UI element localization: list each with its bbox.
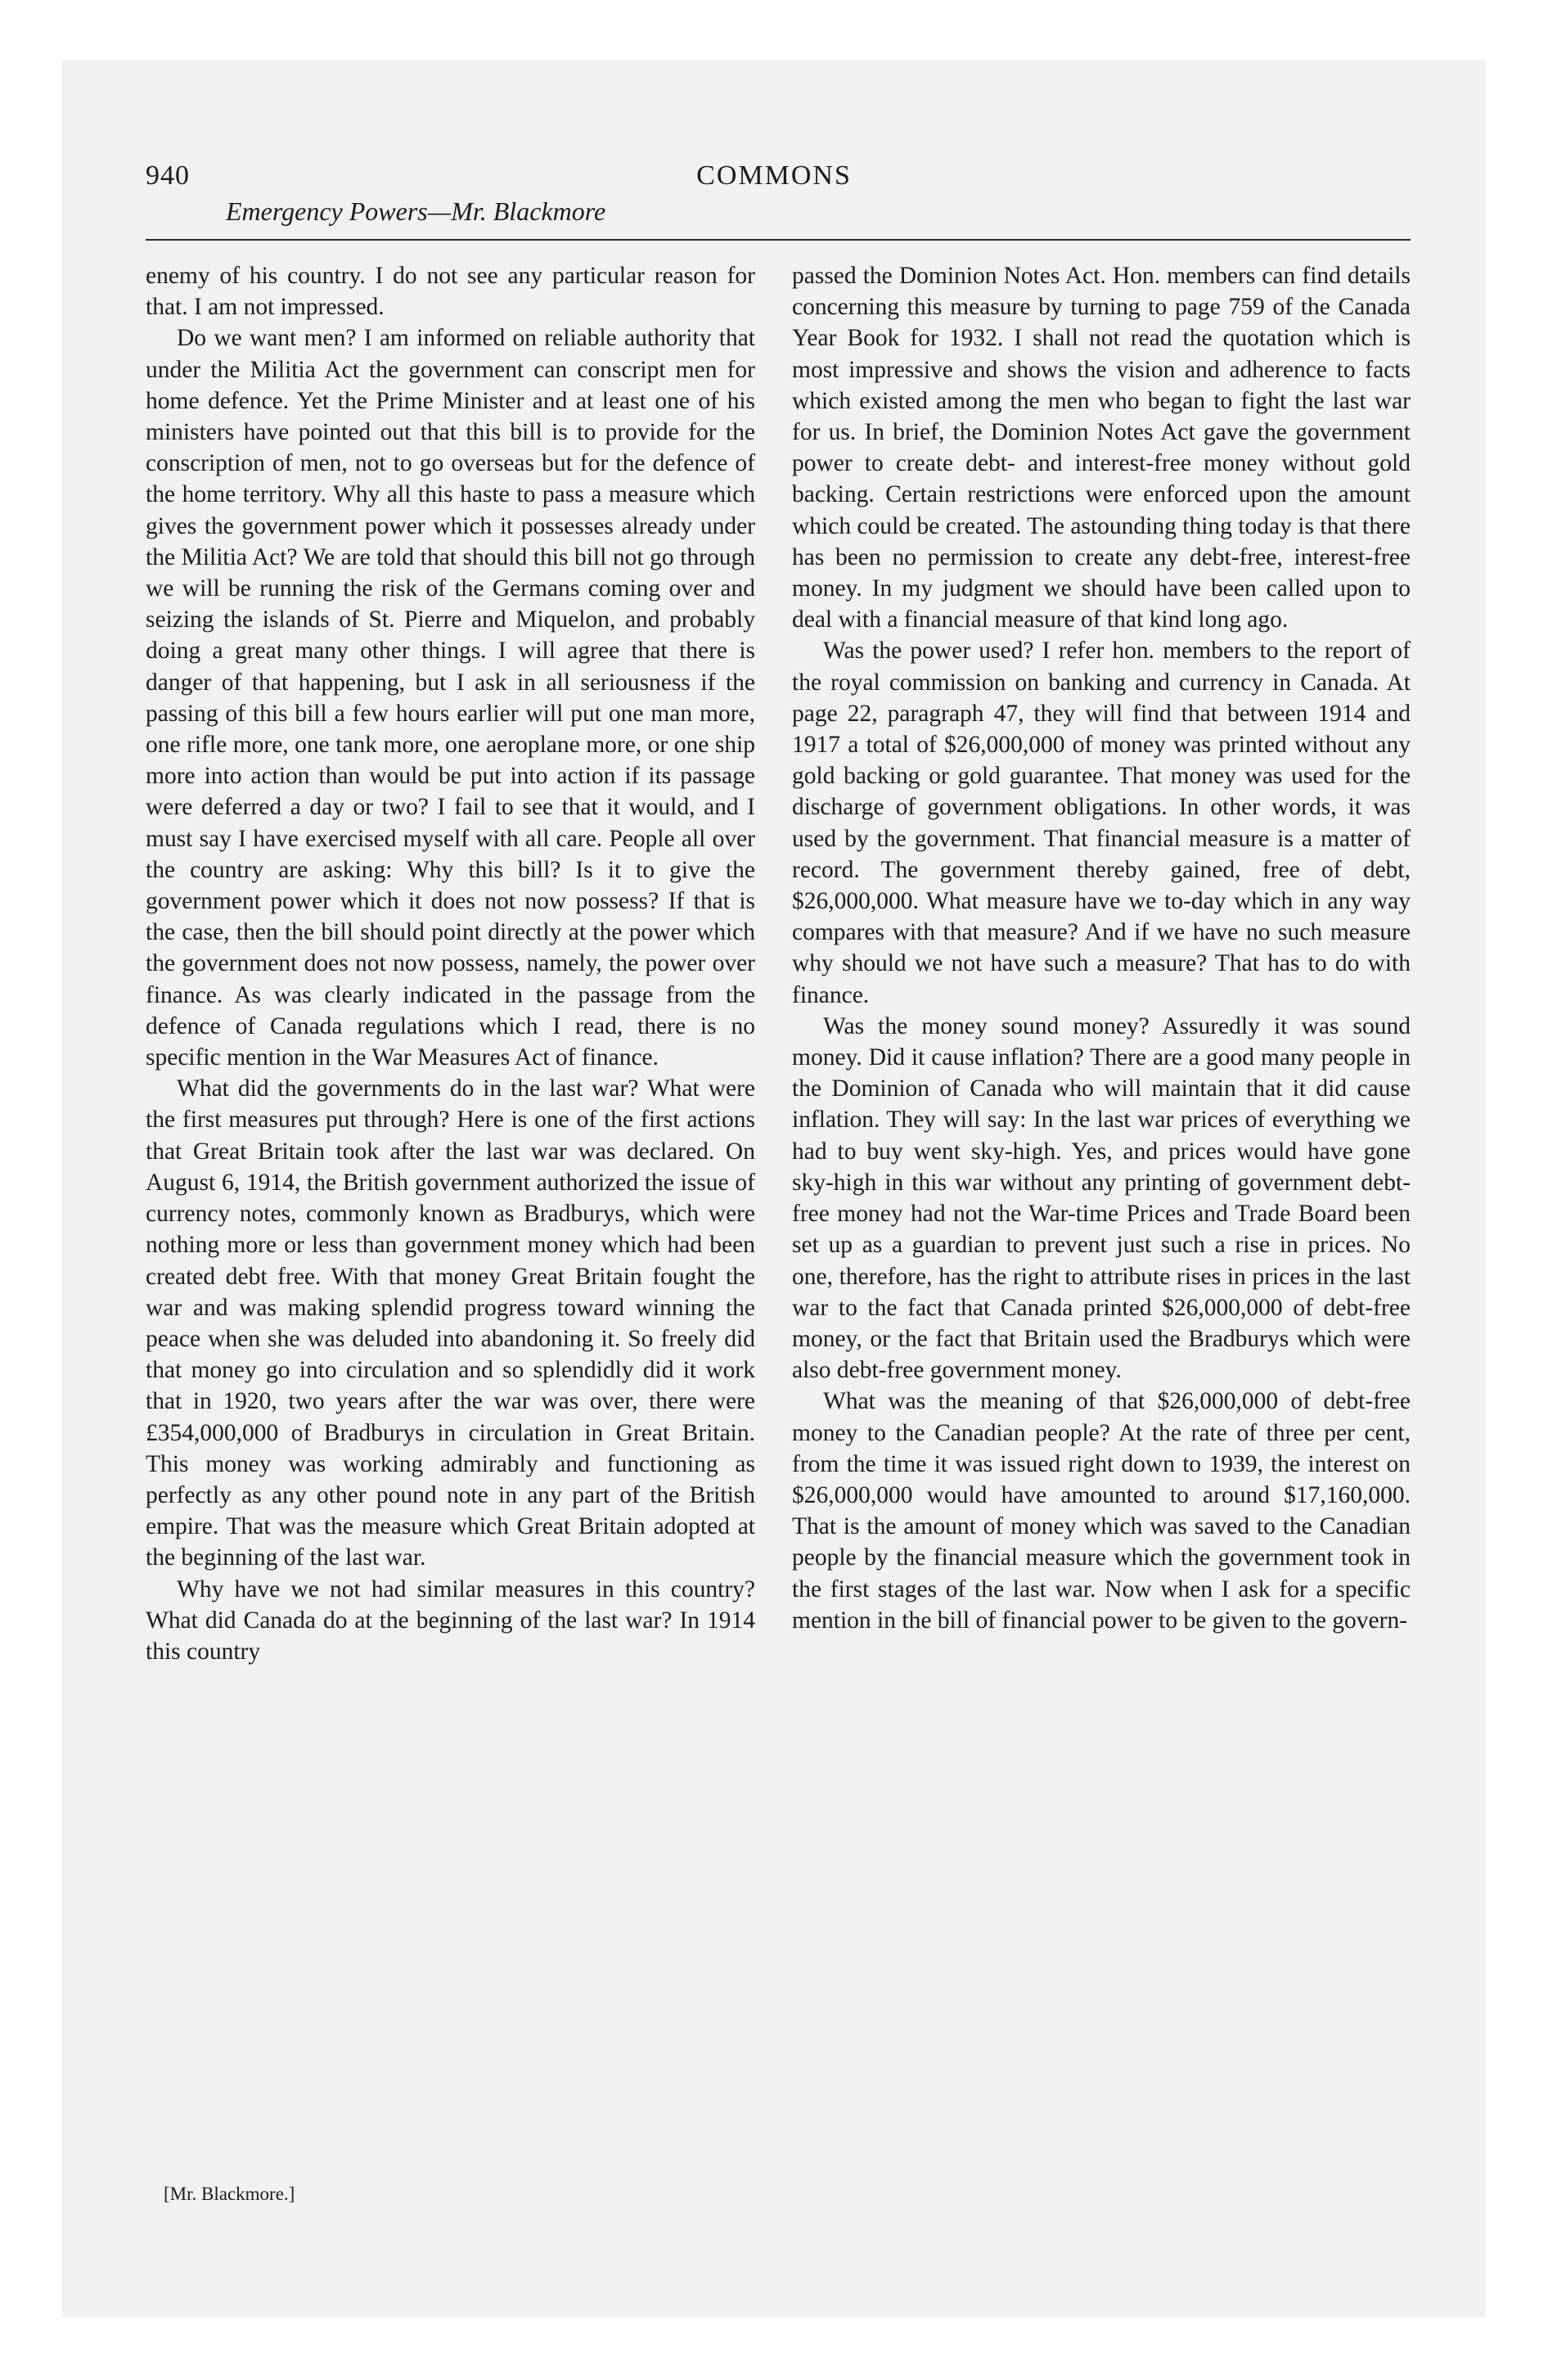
running-head: COMMONS	[696, 160, 852, 191]
speaker-note: [Mr. Blackmore.]	[164, 2184, 295, 2204]
right-column	[792, 260, 1411, 1636]
section-title: Emergency Powers—Mr. Blackmore	[226, 196, 606, 226]
page-number: 940	[146, 160, 190, 191]
paragraph: Was the power used? I refer hon. members to the report of the royal commission on banking and currency in Canada. At page 22, paragraph 47, they will find that between 1914 and 1917 a total of $26,000,000 of money was printed without any gold backing or gold guarantee. That money was used for the discharge of government obligations. In other words, it was used by the government. That financial measure is a matter of record. The government thereby gained, free of debt, $26,000,000. What measure have we to-day which in any way compares with that measure? And if we have no such measure why should we not have such a measure? That has to do with finance.	[792, 638, 1411, 1008]
paragraph: Why have we not had similar measures in this country? What did Canada do at the beginning of the last war? In 1914 this country	[146, 1575, 755, 1665]
paragraph: Was the money sound money? Assuredly it was sound money. Did it cause inflation? There are a good many people in the Dominion of Canada who will maintain that it did cause inflation. They will say: In the last war prices of everything we had to buy went sky-high. Yes, and prices would have gone sky-high in this war without any printing of government debt-free money had not the War-time Prices and Trade Board been set up as a guardian to prevent just such a rise in prices. No one, therefore, has the right to attribute rises in prices in the last war to the fact that Canada printed $26,000,000 of debt-free money, or the fact that Britain used the Bradburys which were also debt-free government money.	[792, 1012, 1411, 1384]
left-column	[146, 260, 755, 1667]
paragraph: passed the Dominion Notes Act. Hon. members can find details concerning this measure by turning to page 759 of the Canada Year Book for 1932. I shall not read the quotation which is most impressive and shows the vision and adherence to facts which existed among the men who began to fight the last war for us. In brief, the Dominion Notes Act gave the government power to create debt- and interest-free money without gold backing. Certain restrictions were enforced upon the amount which could be created. The astounding thing today is that there has been no permission to create any debt-free, interest-free money. In my judgment we should have been called upon to deal with a financial measure of that kind long ago.	[792, 263, 1411, 633]
paragraph: What was the meaning of that $26,000,000 of debt-free money to the Canadian people? At the rate of three per cent, from the time it was issued right down to 1939, the interest on $26,000,000 would have amounted to around $17,160,000. That is the amount of money which was saved to the Canadian people by the financial measure which the government took in the first stages of the last war. Now when I ask for a specific mention in the bill of financial power to be given to the govern-	[792, 1388, 1411, 1634]
paragraph: Do we want men? I am informed on reliable authority that under the Militia Act the government can conscript men for home defence. Yet the Prime Minister and at least one of his ministers have pointed out that this bill is to provide for the conscription of men, not to go overseas but for the defence of the home territory. Why all this haste to pass a measure which gives the government power which it possesses already under the Militia Act? We are told that should this bill not go through we will be running the risk of the Germans coming over and seizing the islands of St. Pierre and Miquelon, and probably doing a great many other things. I will agree that there is danger of that happening, but I ask in all seriousness if the passing of this bill a few hours earlier will put one man more, one rifle more, one tank more, one aeroplane more, or one ship more into action than would be put into action if its passage were deferred a day or two? I fail to see that it would, and I must say I have exercised myself with all care. People all over the country are asking: Why this bill? Is it to give the government power which it does not now possess? If that is the case, then the bill should point directly at the power which the government does not now possess, namely, the power over finance. As was clearly indicated in the passage from the defence of Canada regulations which I read, there is no specific mention in the War Measures Act of finance.	[146, 325, 755, 1071]
paragraph: enemy of his country. I do not see any particular reason for that. I am not impressed.	[146, 263, 755, 321]
paragraph: What did the governments do in the last war? What were the first measures put through? Here is one of the first actions that Great Britain took after the last war was declared. On August 6, 1914, the British government authorized the issue of currency notes, commonly known as Bradburys, which were nothing more or less than government money which had been created debt free. With that money Great Britain fought the war and was making splendid progress toward winning the peace when she was deluded into abandoning it. So freely did that money go into circulation and so splendidly did it work that in 1920, two years after the war was over, there were £354,000,000 of Bradburys in circulation in Great Britain. This money was working admirably and functioning as perfectly as any other pound note in any part of the British empire. That was the measure which Great Britain adopted at the beginning of the last war.	[146, 1075, 755, 1571]
header-rule	[146, 239, 1411, 241]
